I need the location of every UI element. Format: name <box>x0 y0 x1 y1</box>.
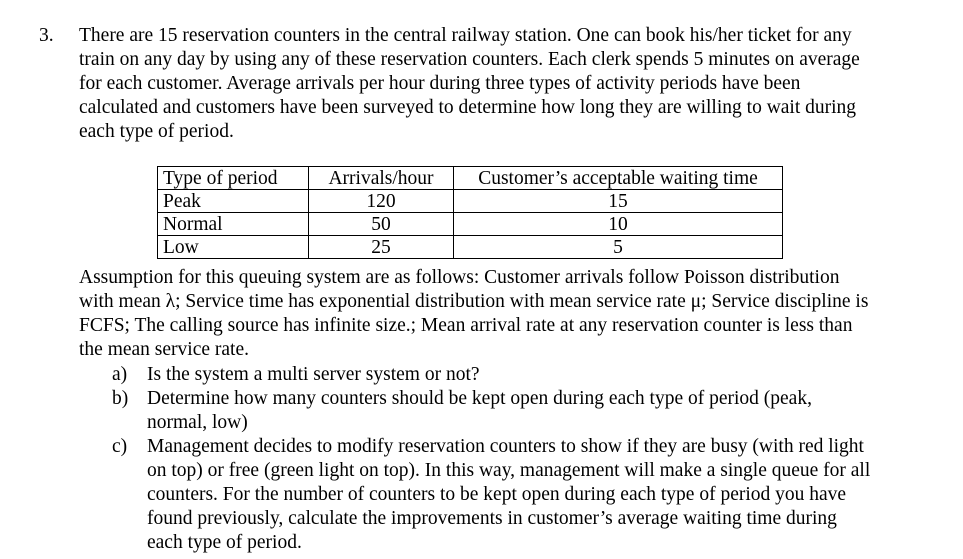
table-cell: Peak <box>158 190 309 213</box>
table-header-row <box>158 167 783 190</box>
table-cell: 15 <box>454 190 783 213</box>
table-cell: 50 <box>309 213 454 236</box>
intro-line: train on any day by using any of these reservation counters. Each clerk spends 5 minutes on average <box>79 49 860 70</box>
part-c-label: c) <box>112 436 128 457</box>
intro-line: calculated and customers have been surveyed to determine how long they are willing to wait during <box>79 97 857 118</box>
table-cell: 10 <box>454 213 783 236</box>
question-number: 3. <box>39 25 54 46</box>
table-header-cell: Arrivals/hour <box>309 167 454 190</box>
intro-line: for each customer. Average arrivals per hour during three types of activity periods have been <box>79 73 801 94</box>
part-c-line: each type of period. <box>147 532 302 553</box>
assumption-line: the mean service rate. <box>79 339 249 360</box>
part-c-line: on top) or free (green light on top). In this way, management will make a single queue for all <box>147 460 871 481</box>
intro-line: each type of period. <box>79 121 234 142</box>
table-cell: Normal <box>158 213 309 236</box>
part-b-label: b) <box>112 388 129 409</box>
part-b-line: Determine how many counters should be kept open during each type of period (peak, <box>147 388 812 409</box>
assumption-line: Assumption for this queuing system are as follows: Customer arrivals follow Poisson distribution <box>79 267 840 288</box>
intro-line: There are 15 reservation counters in the central railway station. One can book his/her ticket for any <box>79 25 852 46</box>
table-cell: 120 <box>309 190 454 213</box>
part-a-label: a) <box>112 364 128 385</box>
table-row <box>158 190 783 213</box>
table-cell: 5 <box>454 236 783 259</box>
part-b-line: normal, low) <box>147 412 248 433</box>
part-c-line: Management decides to modify reservation counters to show if they are busy (with red light <box>147 436 864 457</box>
table-row <box>158 213 783 236</box>
period-table <box>157 166 783 259</box>
part-c-line: counters. For the number of counters to be kept open during each type of period you have <box>147 484 847 505</box>
table-cell: Low <box>158 236 309 259</box>
table-row <box>158 236 783 259</box>
table-cell: 25 <box>309 236 454 259</box>
assumption-line: FCFS; The calling source has infinite size.; Mean arrival rate at any reservation counter is less than <box>79 315 853 336</box>
part-c-line: found previously, calculate the improvements in customer’s average waiting time during <box>147 508 837 529</box>
assumption-line: with mean λ; Service time has exponential distribution with mean service rate μ; Service discipline is <box>79 291 869 312</box>
table-header-cell: Type of period <box>158 167 309 190</box>
part-a-line: Is the system a multi server system or not? <box>147 364 480 385</box>
table-header-cell: Customer’s acceptable waiting time <box>454 167 783 190</box>
